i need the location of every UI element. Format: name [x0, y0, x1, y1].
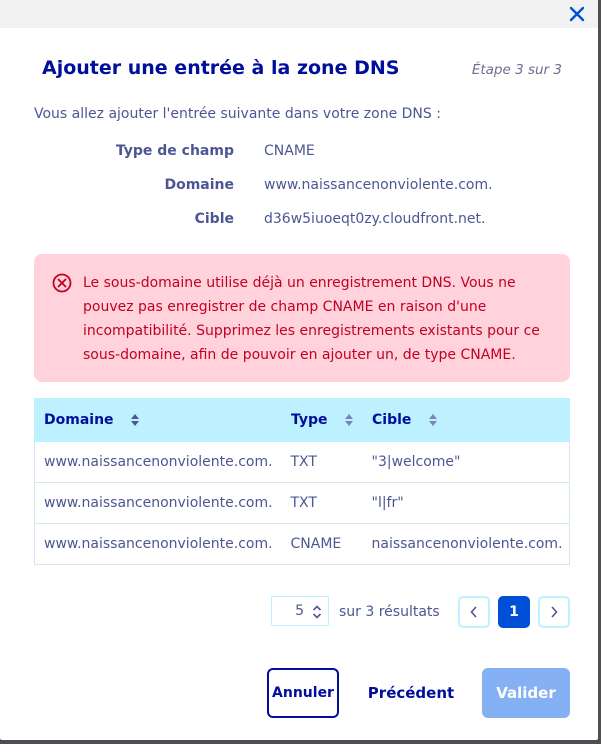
sort-icon	[428, 413, 438, 427]
error-circle-icon	[52, 273, 72, 293]
column-header-domain[interactable]	[35, 399, 282, 442]
cell-target: "l|fr"	[363, 483, 570, 524]
error-alert	[34, 254, 570, 382]
chevron-left-icon	[469, 606, 479, 618]
table-row	[35, 524, 570, 565]
page-size-value: 5	[295, 603, 304, 619]
results-count: sur 3 résultats	[339, 604, 440, 620]
intro-text: Vous allez ajouter l'entrée suivante dans votre zone DNS :	[34, 106, 441, 122]
cell-domain: www.naissancenonviolente.com.	[35, 483, 282, 524]
cell-target: "3|welcome"	[363, 442, 570, 483]
column-header-type[interactable]	[282, 399, 363, 442]
step-indicator: Étape 3 sur 3	[471, 62, 562, 78]
field-label: Domaine	[164, 177, 234, 193]
dialog-title: Ajouter une entrée à la zone DNS	[42, 57, 400, 79]
page-size-select[interactable]	[271, 596, 329, 626]
validate-button[interactable]: Valider	[482, 668, 570, 718]
field-label: Cible	[194, 211, 234, 227]
field-value: CNAME	[264, 143, 315, 159]
previous-page-button[interactable]	[458, 596, 490, 628]
table-row	[35, 483, 570, 524]
close-button[interactable]	[566, 3, 588, 25]
cancel-button[interactable]: Annuler	[267, 668, 339, 718]
field-value: d36w5iuoeqt0zy.cloudfront.net.	[264, 211, 486, 227]
previous-button[interactable]: Précédent	[367, 684, 455, 702]
next-page-button[interactable]	[538, 596, 570, 628]
alert-message: Le sous-domaine utilise déjà un enregistrement DNS. Vous ne pouvez pas enregistrer de champ CNAME en raison d'une incompatibilité. Supprimez les enregistrements existants pour ce sous-domaine, afin de pouvoir en ajouter un, de type CNAME.	[83, 275, 540, 363]
table-row	[35, 442, 570, 483]
cell-target: naissancenonviolente.com.	[363, 524, 570, 565]
table-header-row	[35, 399, 570, 442]
cell-type: TXT	[282, 442, 363, 483]
dns-records-table	[34, 398, 570, 565]
cell-type: CNAME	[282, 524, 363, 565]
cell-type: TXT	[282, 483, 363, 524]
column-header-target[interactable]	[363, 399, 570, 442]
dialog-top-bar	[0, 0, 598, 28]
field-value: www.naissancenonviolente.com.	[264, 177, 493, 193]
column-header-label: Cible	[372, 412, 412, 428]
column-header-label: Type	[291, 412, 328, 428]
close-icon	[569, 6, 585, 22]
cell-domain: www.naissancenonviolente.com.	[35, 442, 282, 483]
chevron-right-icon	[549, 606, 559, 618]
field-label: Type de champ	[115, 143, 234, 159]
chevron-up-down-icon	[312, 604, 322, 620]
pagination	[0, 596, 598, 628]
column-header-label: Domaine	[44, 412, 114, 428]
sort-icon	[344, 413, 354, 427]
sort-icon	[130, 413, 140, 427]
page-button-1[interactable]: 1	[498, 596, 530, 628]
cell-domain: www.naissancenonviolente.com.	[35, 524, 282, 565]
